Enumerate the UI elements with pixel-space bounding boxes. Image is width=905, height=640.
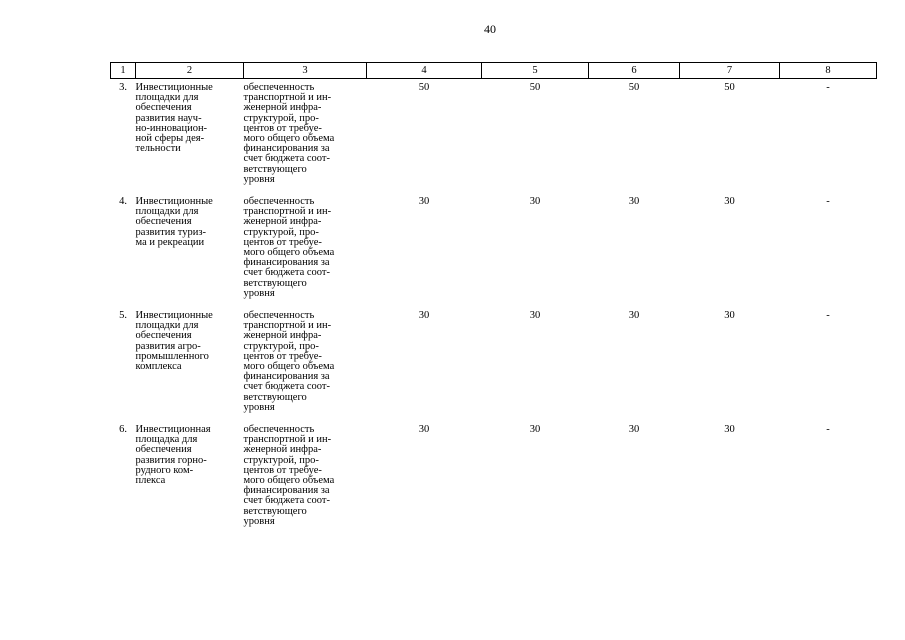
table-body — [111, 79, 877, 536]
cell-line: транспортной и ин- — [243, 434, 332, 446]
cell-line: уровня — [243, 401, 275, 413]
value-cell: - — [826, 424, 830, 435]
cell-line: мого общего объема — [243, 247, 335, 259]
value-cell: 30 — [724, 196, 735, 207]
value-cell: 50 — [724, 82, 735, 93]
cell-line: финансирования за — [243, 143, 330, 155]
cell-line: уровня — [243, 173, 275, 185]
cell-line: но-инновацион- — [135, 122, 208, 134]
cell-line: развития горно- — [135, 454, 207, 466]
cell-line: развития науч- — [135, 112, 202, 124]
cell-line: центов от требуе- — [243, 122, 322, 134]
cell-line: центов от требуе- — [243, 236, 322, 248]
cell-line: обеспеченность — [243, 310, 315, 321]
cell-line: промышленного — [135, 350, 209, 362]
table-row — [111, 421, 877, 535]
cell-line: обеспеченность — [243, 82, 315, 93]
cell-line: счет бюджета соот- — [243, 267, 330, 279]
site-name — [136, 307, 244, 421]
indicator-text — [244, 421, 367, 535]
cell-line: площадки для — [135, 92, 199, 104]
cell-line: финансирования за — [243, 257, 330, 269]
header-cell: 1 — [111, 63, 136, 79]
cell-line: площадки для — [135, 320, 199, 332]
indicator-text — [244, 193, 367, 307]
value-cell: - — [826, 310, 830, 321]
row-number: 3. — [119, 82, 127, 93]
value-cell: 30 — [724, 424, 735, 435]
indicator-text — [244, 79, 367, 194]
cell-line: счет бюджета соот- — [243, 495, 330, 507]
value-cell: 30 — [529, 310, 541, 321]
cell-line: мого общего объема — [243, 133, 335, 145]
cell-line: транспортной и ин- — [243, 92, 332, 104]
cell-line: структурой, про- — [243, 112, 319, 124]
cell-line: обеспечения — [135, 102, 192, 114]
cell-line: Инвестиционные — [135, 196, 213, 207]
cell-line: уровня — [243, 515, 275, 527]
value-cell: 30 — [418, 310, 430, 321]
value-cell: 30 — [628, 196, 640, 207]
table-header-row — [111, 63, 877, 79]
cell-line: обеспечения — [135, 444, 192, 456]
cell-line: рудного ком- — [135, 464, 194, 476]
value-cell: 30 — [628, 424, 640, 435]
row-number: 4. — [119, 196, 127, 207]
value-cell: - — [826, 82, 830, 93]
cell-line: развития туриз- — [135, 226, 207, 238]
value-cell: 50 — [628, 82, 640, 93]
cell-line: развития агро- — [135, 340, 201, 352]
cell-line: Инвестиционные — [135, 82, 213, 93]
cell-line: обеспечения — [135, 330, 192, 342]
value-cell: 30 — [529, 424, 541, 435]
cell-line: женерной инфра- — [243, 216, 322, 228]
header-cell: 4 — [367, 63, 482, 79]
table-row — [111, 193, 877, 307]
cell-line: ной сферы дея- — [135, 133, 205, 145]
cell-line: транспортной и ин- — [243, 206, 332, 218]
row-number: 6. — [119, 424, 127, 435]
header-cell: 5 — [482, 63, 589, 79]
cell-line: уровня — [243, 287, 275, 299]
value-cell: 30 — [418, 424, 430, 435]
cell-line: транспортной и ин- — [243, 320, 332, 332]
site-name — [136, 193, 244, 307]
table-row — [111, 79, 877, 194]
cell-line: обеспеченность — [243, 424, 315, 435]
value-cell: 30 — [724, 310, 735, 321]
cell-line: счет бюджета соот- — [243, 153, 330, 165]
cell-line: обеспеченность — [243, 196, 315, 207]
cell-line: ветствующего — [243, 391, 307, 403]
cell-line: финансирования за — [243, 485, 330, 497]
header-cell: 8 — [780, 63, 877, 79]
value-cell: 30 — [628, 310, 640, 321]
cell-line: ветствующего — [243, 505, 307, 517]
cell-line: комплекса — [135, 361, 182, 373]
value-cell: 50 — [418, 82, 430, 93]
cell-line: женерной инфра- — [243, 330, 322, 342]
cell-line: финансирования за — [243, 371, 330, 383]
cell-line: тельности — [135, 143, 181, 155]
cell-line: мого общего объема — [243, 475, 335, 487]
header-cell: 6 — [589, 63, 680, 79]
cell-line: центов от требуе- — [243, 464, 322, 476]
page-number: 40 — [484, 22, 496, 36]
value-cell: 30 — [418, 196, 430, 207]
site-name — [136, 79, 244, 194]
header-cell: 3 — [244, 63, 367, 79]
cell-line: площадки для — [135, 206, 199, 218]
cell-line: Инвестиционная — [135, 424, 211, 435]
cell-line: структурой, про- — [243, 454, 319, 466]
value-cell: 50 — [529, 82, 541, 93]
cell-line: мого общего объема — [243, 361, 335, 373]
cell-line: женерной инфра- — [243, 444, 322, 456]
cell-line: ветствующего — [243, 277, 307, 289]
row-number: 5. — [119, 310, 127, 321]
investment-table — [110, 62, 877, 535]
cell-line: структурой, про- — [243, 340, 319, 352]
cell-line: ма и рекреации — [135, 236, 205, 248]
cell-line: плекса — [135, 475, 166, 487]
cell-line: обеспечения — [135, 216, 192, 228]
cell-line: площадка для — [135, 434, 198, 446]
cell-line: центов от требуе- — [243, 350, 322, 362]
cell-line: структурой, про- — [243, 226, 319, 238]
table-row — [111, 307, 877, 421]
cell-line: женерной инфра- — [243, 102, 322, 114]
value-cell: 30 — [529, 196, 541, 207]
header-cell: 2 — [136, 63, 244, 79]
cell-line: ветствующего — [243, 163, 307, 175]
cell-line: Инвестиционные — [135, 310, 213, 321]
cell-line: счет бюджета соот- — [243, 381, 330, 393]
indicator-text — [244, 307, 367, 421]
site-name — [136, 421, 244, 535]
value-cell: - — [826, 196, 830, 207]
header-cell: 7 — [680, 63, 780, 79]
